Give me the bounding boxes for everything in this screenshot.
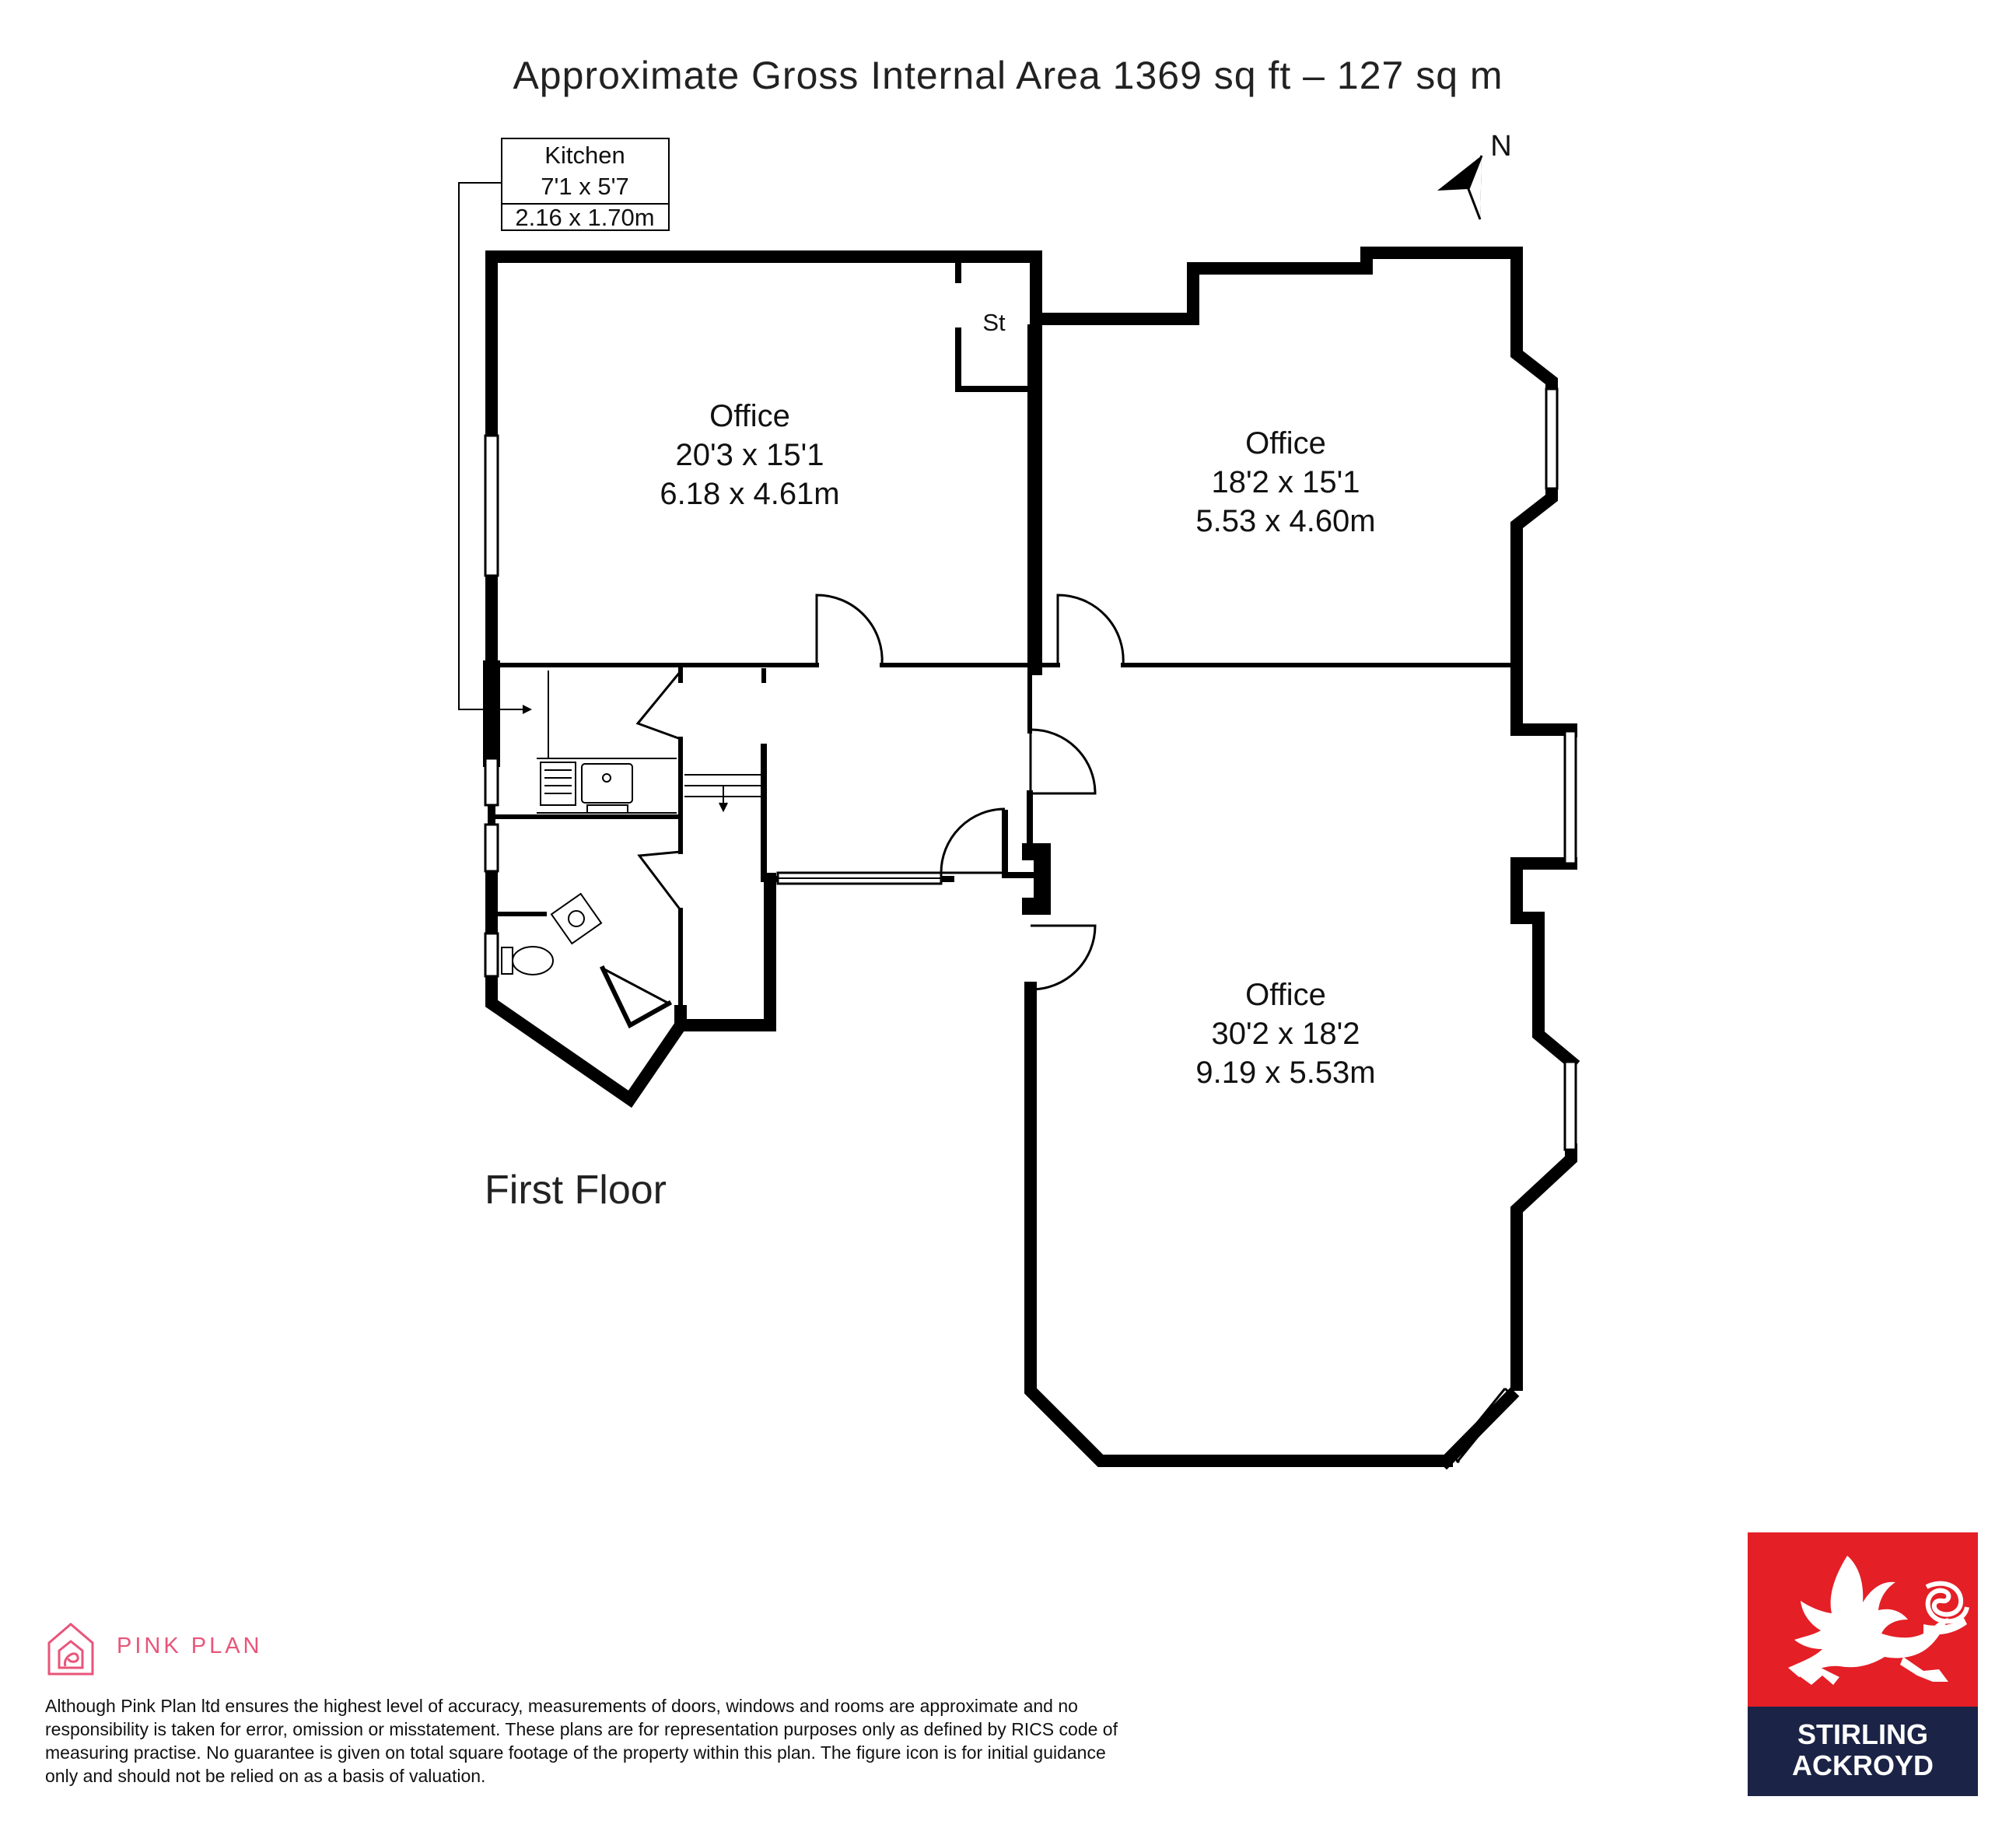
disclaimer-text: Although Pink Plan ltd ensures the highest level of accuracy, measurements of doors, windows and rooms are approximate and no responsibility is taken for error, omission or misstatement. These plans are for representation purposes only as defined by RICS code of measuring practise. No guarantee is given on total square footage of the property within this plan. The figure icon is for initial guidance only and should not be relied on as a basis of valuation. — [45, 1696, 1118, 1786]
window-office-2 — [1546, 389, 1557, 489]
wall-store-corridor — [681, 669, 764, 681]
floor-label: First Floor — [485, 1168, 667, 1213]
griffin-icon — [1748, 1532, 1978, 1707]
door-office-3 — [1031, 730, 1095, 793]
window-office-1 — [485, 436, 498, 576]
office-1-metric: 6.18 x 4.61m — [660, 477, 840, 511]
wall-stair — [764, 747, 775, 879]
office-2-imperial: 18'2 x 15'1 — [1211, 465, 1360, 499]
office-2-name: Office — [1245, 426, 1326, 461]
kitchen-hob — [541, 762, 576, 805]
wall-office-3-bay — [1517, 863, 1571, 1062]
door-kitchen — [638, 671, 681, 739]
office-1-name: Office — [709, 399, 790, 433]
window-kitchen — [485, 758, 498, 805]
griffin-panel — [1748, 1532, 1978, 1707]
door-office-1 — [817, 595, 882, 665]
wall-office-2-bay — [1517, 489, 1552, 665]
brand-line-1: STIRLING — [1797, 1718, 1928, 1750]
office-1-imperial: 20'3 x 15'1 — [675, 438, 824, 472]
area-title: Approximate Gross Internal Area 1369 sq ft – 127 sq m — [513, 54, 1503, 97]
office-3-imperial: 30'2 x 18'2 — [1211, 1017, 1360, 1051]
brand-line-2: ACKROYD — [1791, 1749, 1934, 1781]
sink-drainer — [587, 805, 628, 813]
pink-plan-name: PINK PLAN — [117, 1634, 263, 1658]
door-entrance — [1031, 926, 1095, 989]
kitchen-metric: 2.16 x 1.70m — [515, 204, 655, 231]
wall-office-2 — [1036, 253, 1552, 389]
store-label: St — [982, 309, 1006, 336]
office-2-metric: 5.53 x 4.60m — [1195, 504, 1376, 538]
wall-office-3-right — [1517, 665, 1571, 731]
office-3-metric: 9.19 x 5.53m — [1195, 1056, 1376, 1090]
wall-corridor-pillar — [1031, 852, 1042, 906]
kitchen-leader-arrow — [523, 705, 532, 714]
kitchen-imperial: 7'1 x 5'7 — [541, 173, 629, 200]
wall-wc-diag — [603, 968, 669, 1025]
stair-arrowhead — [719, 803, 727, 811]
wall-office-3-bay2 — [1517, 1150, 1571, 1385]
wc-basin — [551, 894, 601, 944]
sink-tap — [603, 774, 611, 782]
stirling-ackroyd-logo — [1748, 1532, 1978, 1796]
brand-name-panel — [1748, 1707, 1978, 1796]
door-corridor — [941, 809, 1005, 873]
pink-plan-logo-icon — [45, 1620, 96, 1679]
window-office-3b — [1565, 1062, 1576, 1150]
wc-toilet — [513, 947, 553, 975]
wc-cistern — [502, 947, 513, 974]
office-3-name: Office — [1245, 978, 1326, 1012]
north-arrow-icon — [1437, 130, 1512, 219]
wall-stair-lower — [681, 879, 770, 1025]
window-office-3a — [1565, 731, 1576, 863]
north-label: N — [1490, 130, 1512, 163]
door-office-2 — [1058, 595, 1123, 665]
window-wc-2 — [485, 933, 498, 976]
window-wc — [485, 825, 498, 871]
kitchen-name: Kitchen — [544, 142, 625, 169]
kitchen-sink — [582, 764, 632, 803]
door-wc — [639, 852, 681, 910]
